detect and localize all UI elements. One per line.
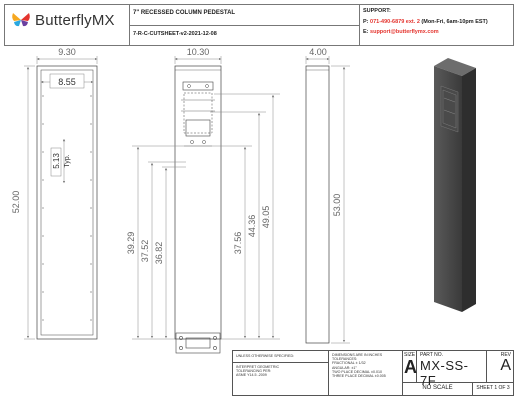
brand-name: ButterflyMX: [35, 11, 115, 29]
back-view: [37, 66, 97, 339]
dim-back-spacing: 5.13: [52, 153, 61, 169]
part-no-cell: PART NO. MX-SS-7F: [417, 351, 487, 383]
front-view: [175, 66, 221, 339]
bottom-view: [176, 333, 220, 353]
unless-specified: UNLESS OTHERWISE SPECIFIED:: [236, 354, 295, 358]
dim-back-width: 9.30: [58, 47, 76, 57]
dim-back-inner: 8.55: [58, 77, 76, 87]
drawing-title: 7" RECESSED COLUMN PEDESTAL: [133, 10, 236, 16]
rev-cell: REV A: [487, 351, 513, 383]
pedestal-3d-render: [434, 58, 476, 312]
support-heading: SUPPORT:: [363, 8, 391, 14]
back-view-dimensions: [24, 56, 97, 339]
front-view-dimensions: [132, 56, 280, 339]
sheet-code: 7-R-C-CUTSHEET-v2-2021-12-08: [133, 31, 217, 37]
dim-front-d3: 36.82: [154, 241, 164, 265]
support-phone: P: 071-490-6879 ext. 2 (Mon-Fri, 6am-10pm EST): [363, 19, 488, 25]
dim-back-height: 52.00: [11, 190, 21, 214]
dim-front-d6: 49.05: [261, 205, 271, 229]
size-value: A: [404, 357, 417, 377]
support-email: E: support@butterflymx.com: [363, 29, 439, 35]
dim-front-width: 10.30: [186, 47, 210, 57]
dim-front-d2: 37.52: [140, 239, 150, 263]
dim-front-d5: 44.36: [247, 214, 257, 238]
side-view: [306, 66, 329, 343]
part-number: MX-SS-7F: [420, 358, 469, 388]
scale: NO SCALE: [422, 385, 453, 391]
size-cell: SIZE A: [403, 351, 417, 383]
dim-side-depth: 4.00: [309, 47, 327, 57]
tolerances: DIMENSIONS ARE IN INCHES TOLERANCES: FRACTIONAL ± 1/32 ANGULAR: ±1° TWO PLACE DECIMAL ±0.010 THREE PLACE DECIMAL ±0.005: [329, 351, 403, 395]
dim-front-d1: 39.29: [126, 231, 136, 255]
sheet-number: SHEET 1 OF 3: [476, 385, 510, 391]
side-view-dimensions: [306, 56, 350, 343]
title-block: UNLESS OTHERWISE SPECIFIED: INTERPRET GEOMETRIC TOLERANCING PER: ASME Y14.5 -2009 DIMENSIONS ARE IN INCHES TOLERANCES: FRACTIONAL ± 1/32 ANGULAR: ±1° TWO PLACE DECIMAL ±0.010 THREE PLACE DECIMAL ±0.005 SIZE A PART NO. MX-SS-7F REV A NO SCALE SHEET 1 OF 3: [232, 350, 514, 396]
dim-front-d4: 37.56: [233, 231, 243, 255]
rev-value: A: [500, 357, 511, 374]
dim-side-height: 53.00: [332, 193, 342, 217]
dim-back-spacing-note: Typ.: [64, 154, 71, 168]
